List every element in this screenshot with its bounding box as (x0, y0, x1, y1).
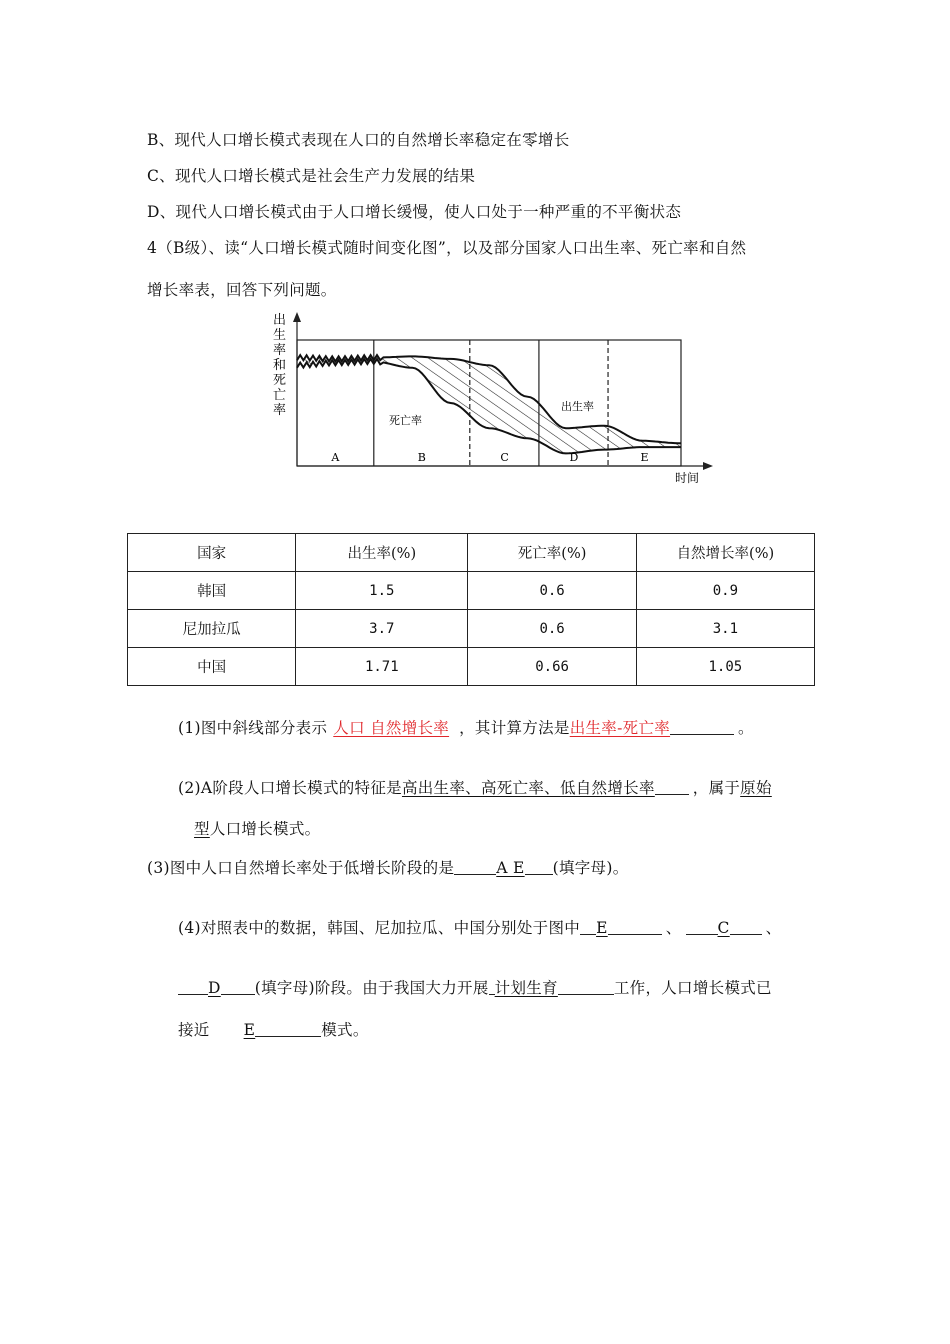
answer-2-end: 人口增长模式。 (209, 820, 321, 838)
x-axis-label: 时间 (675, 471, 700, 485)
answer-3 (147, 856, 629, 878)
answer-1 (178, 716, 754, 738)
y-axis-label-char: 亡 (273, 388, 287, 403)
answer-2-mid: ，属于 (692, 779, 741, 797)
answer-2-blank (655, 778, 689, 795)
answer-1-mid: ，其计算方法是 (459, 719, 570, 737)
table-cell: 1.5 (296, 572, 468, 610)
answer-3-end: (填字母)。 (552, 859, 629, 877)
table-row (128, 648, 815, 686)
answer-4-prefix: (4)对照表中的数据，韩国、尼加拉瓜、中国分别处于图中 (178, 919, 581, 937)
population-growth-chart (265, 310, 725, 490)
stage-label-d: D (569, 451, 579, 464)
y-axis-arrow (293, 312, 301, 322)
answer-4-mid: (填字母)阶段。由于我国大力开展 (254, 979, 489, 997)
y-axis-label-char: 和 (273, 358, 287, 373)
stage-label-b: B (417, 451, 426, 464)
answer-2-line1 (178, 776, 772, 798)
birth-rate-annotation: 出生率 (561, 400, 594, 413)
stage-label-a: A (331, 451, 340, 464)
answer-4-fill-china: D (208, 979, 221, 997)
y-axis-label-char: 出 (273, 313, 287, 328)
question-4-intro-line2: 增长率表，回答下列问题。 (147, 281, 337, 299)
answer-4-fill-model: E (243, 1021, 256, 1039)
y-axis-label-char: 率 (273, 403, 287, 418)
option-c: C、现代人口增长模式是社会生产力发展的结果 (147, 167, 476, 185)
table-cell: 韩国 (128, 572, 296, 610)
table-cell: 0.66 (468, 648, 636, 686)
answer-3-fill: A E (496, 859, 525, 877)
option-d: D、现代人口增长模式由于人口增长缓慢，使人口处于一种严重的不平衡状态 (147, 203, 682, 221)
header-death-rate: 死亡率(%) (468, 534, 636, 572)
population-data-table (127, 533, 815, 686)
answer-4-sep: 、 (665, 919, 682, 937)
option-b: B、现代人口增长模式表现在人口的自然增长率稳定在零增长 (147, 131, 570, 149)
answer-3-blank-left (454, 858, 496, 875)
answer-4-blank (580, 918, 596, 935)
answer-2-fill: 高出生率、高死亡率、低自然增长率 (401, 779, 655, 797)
death-rate-annotation: 死亡率 (389, 414, 422, 427)
table-cell: 3.1 (636, 610, 814, 648)
y-axis-label-char: 生 (273, 328, 287, 343)
table-cell: 1.71 (296, 648, 468, 686)
answer-1-blank (670, 718, 734, 735)
table-cell: 0.6 (468, 572, 636, 610)
answer-4-blank (255, 1020, 321, 1037)
answer-4-fill-nicaragua: C (717, 919, 730, 937)
answer-4-line1 (178, 916, 781, 938)
answer-2-prefix: (2)A阶段人口增长模式的特征是 (178, 779, 402, 797)
y-axis-label (273, 312, 286, 418)
answer-3-prefix: (3)图中人口自然增长率处于低增长阶段的是 (147, 859, 455, 877)
table-header-row (128, 534, 815, 572)
header-country: 国家 (128, 534, 296, 572)
answer-3-blank-right (525, 858, 553, 875)
answer-4-line3-end: 模式。 (321, 1021, 369, 1039)
stage-label-e: E (640, 451, 649, 464)
header-birth-rate: 出生率(%) (296, 534, 468, 572)
answer-1-end: 。 (738, 719, 754, 737)
table-cell: 中国 (128, 648, 296, 686)
answer-1-fill-1: 人口 自然增长率 (333, 719, 450, 737)
x-axis-arrow (703, 462, 713, 470)
answer-4-fill-policy: 计划生育 (494, 979, 558, 997)
answer-4-line3 (178, 1018, 369, 1040)
table-cell: 0.9 (636, 572, 814, 610)
table-cell: 3.7 (296, 610, 468, 648)
answer-1-prefix: (1)图中斜线部分表示 (178, 719, 328, 737)
answer-4-line3-prefix: 接近 (178, 1021, 210, 1039)
y-axis-label-char: 率 (273, 343, 287, 358)
answer-2-line2 (194, 817, 320, 839)
table-row (128, 572, 815, 610)
table-cell: 尼加拉瓜 (128, 610, 296, 648)
answer-4-fill-korea: E (596, 919, 608, 937)
answer-4-blank (686, 918, 718, 935)
answer-4-sep: 、 (765, 919, 782, 937)
answer-4-blank (558, 978, 614, 995)
answer-1-fill-2: 出生率-死亡率 (569, 719, 671, 737)
answer-4-blank (730, 918, 762, 935)
answer-4-blank (608, 918, 662, 935)
table-row (128, 610, 815, 648)
stage-label-c: C (500, 451, 509, 464)
answer-4-end: 工作，人口增长模式已 (613, 979, 772, 997)
table-cell: 0.6 (468, 610, 636, 648)
answer-2-type-suffix: 型 (194, 820, 210, 838)
question-4-intro-line1: 4（B级）、读“人口增长模式随时间变化图”，以及部分国家人口出生率、死亡率和自然 (147, 239, 747, 257)
answer-4-blank (178, 978, 208, 995)
y-axis-label-char: 死 (273, 373, 287, 388)
natural-growth-hatched-area (297, 355, 681, 453)
table-cell: 1.05 (636, 648, 814, 686)
answer-4-blank (221, 978, 255, 995)
header-natural-growth: 自然增长率(%) (636, 534, 814, 572)
answer-2-type: 原始 (740, 779, 772, 797)
answer-4-line2 (178, 976, 772, 998)
